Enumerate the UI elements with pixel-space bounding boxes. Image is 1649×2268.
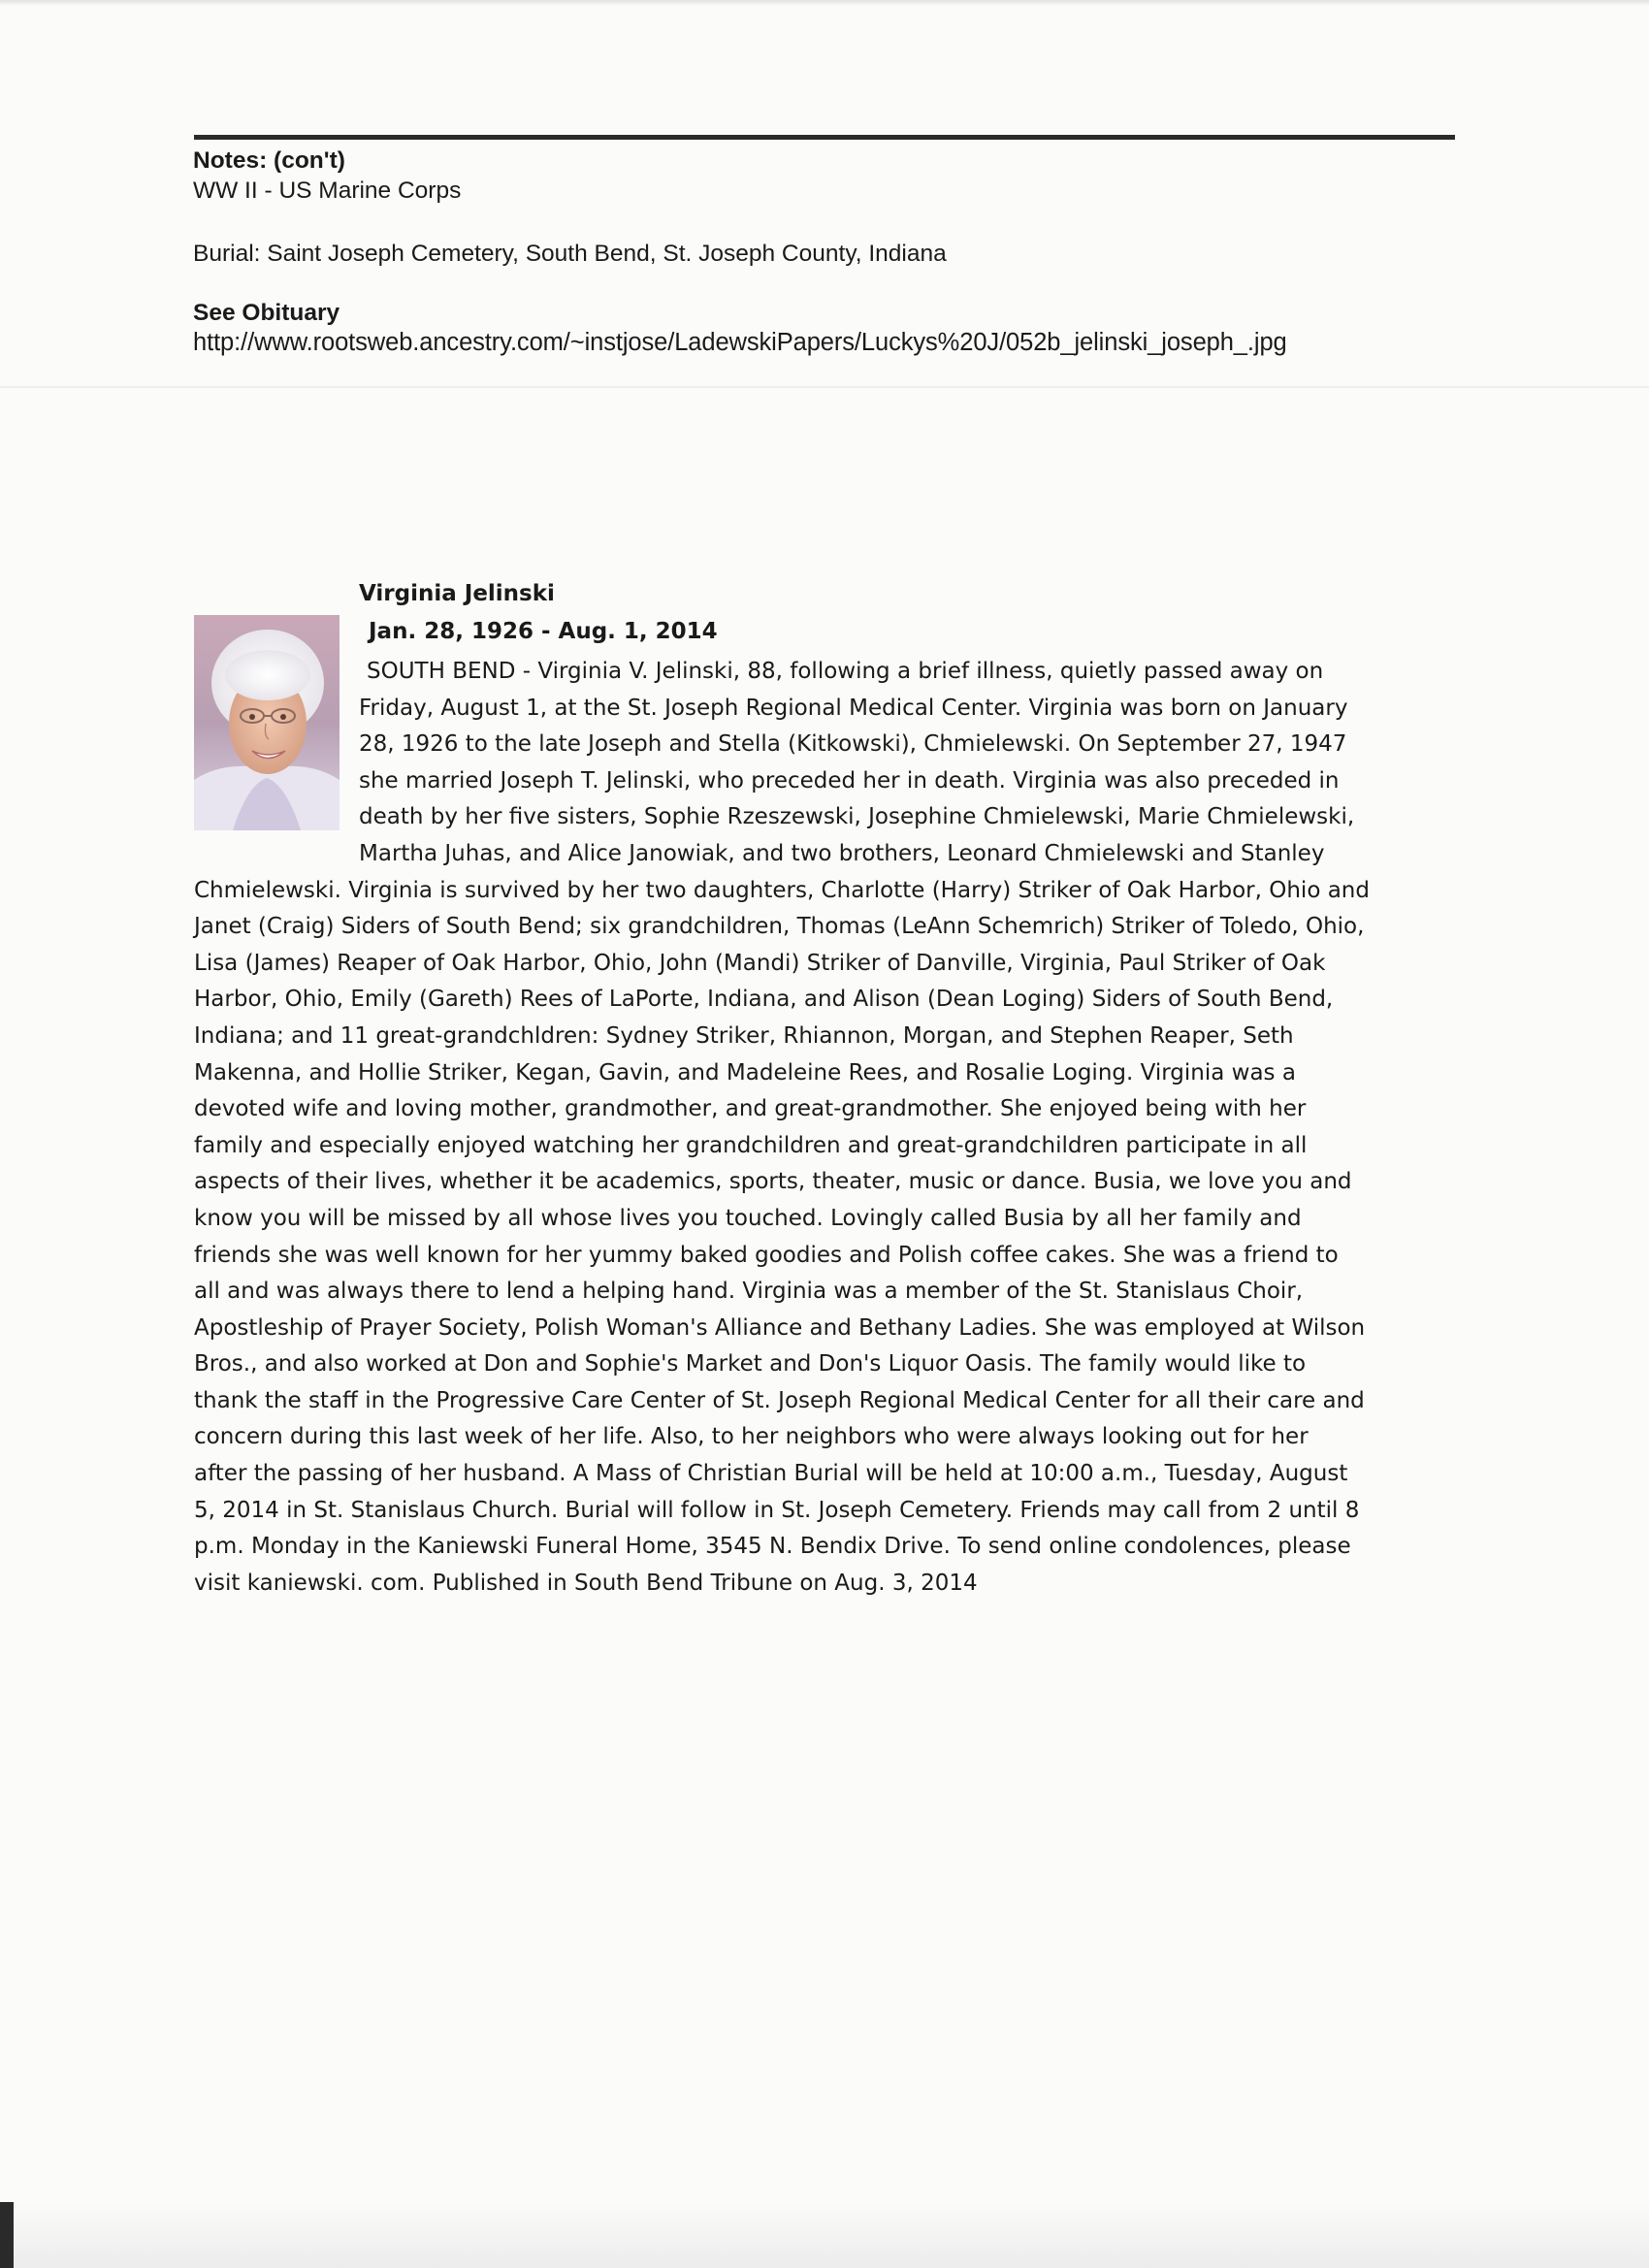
obituary-line: visit kaniewski. com. Published in South Bend Tribune on Aug. 3, 2014 xyxy=(194,1570,978,1596)
obituary-line: Makenna, and Hollie Striker, Kegan, Gavin, and Madeleine Rees, and Rosalie Loging. Virginia was a xyxy=(194,1059,1296,1085)
pasted-page-edge xyxy=(0,386,1649,388)
obituary-line: she married Joseph T. Jelinski, who preceded her in death. Virginia was also preceded in xyxy=(359,767,1340,794)
obituary-line: know you will be missed by all whose lives you touched. Lovingly called Busia by all her family and xyxy=(194,1205,1302,1231)
obituary-line: all and was always there to lend a helping hand. Virginia was a member of the St. Stanislaus Choir, xyxy=(194,1279,1304,1305)
obituary-line: Martha Juhas, and Alice Janowiak, and two brothers, Leonard Chmielewski and Stanley xyxy=(359,840,1325,866)
obituary-line: Apostleship of Prayer Society, Polish Woman's Alliance and Bethany Ladies. She was employed at Wilson xyxy=(194,1314,1366,1341)
obituary-line: 5, 2014 in St. Stanislaus Church. Burial will follow in St. Joseph Cemetery. Friends may call from 2 until 8 xyxy=(194,1497,1360,1523)
military-service: WW II - US Marine Corps xyxy=(193,178,462,204)
obituary-line: death by her five sisters, Sophie Rzeszewski, Josephine Chmielewski, Marie Chmielewski, xyxy=(359,804,1355,830)
obituary-url: http://www.rootsweb.ancestry.com/~instjose/LadewskiPapers/Luckys%20J/052b_jelinski_joseph_.jpg xyxy=(193,329,1287,356)
obituary-line: after the passing of her husband. A Mass of Christian Burial will be held at 10:00 a.m., Tuesday, August xyxy=(194,1461,1348,1487)
burial-info: Burial: Saint Joseph Cemetery, South Bend, St. Joseph County, Indiana xyxy=(193,241,947,267)
obituary-line: p.m. Monday in the Kaniewski Funeral Home, 3545 N. Bendix Drive. To send online condolences, please xyxy=(194,1534,1351,1560)
obituary-line: aspects of their lives, whether it be academics, sports, theater, music or dance. Busia, we love you and xyxy=(194,1169,1352,1195)
obituary-line: Friday, August 1, at the St. Joseph Regional Medical Center. Virginia was born on January xyxy=(359,695,1348,721)
obituary-line: Janet (Craig) Siders of South Bend; six grandchildren, Thomas (LeAnn Schemrich) Striker of Toledo, Ohio, xyxy=(194,914,1365,940)
obituary-line: family and especially enjoyed watching her grandchildren and great-grandchildren participate in all xyxy=(194,1132,1308,1158)
obituary-body xyxy=(194,654,1465,1602)
notes-heading: Notes: (con't) xyxy=(193,147,345,174)
obituary-line: 28, 1926 to the late Joseph and Stella (Kitkowski), Chmielewski. On September 27, 1947 xyxy=(359,731,1347,758)
obituary-line: Harbor, Ohio, Emily (Gareth) Rees of LaPorte, Indiana, and Alison (Dean Loging) Siders of South Bend, xyxy=(194,987,1334,1013)
obituary-line: Chmielewski. Virginia is survived by her two daughters, Charlotte (Harry) Striker of Oak Harbor, Ohio and xyxy=(194,877,1370,903)
obituary-line: concern during this last week of her life. Also, to her neighbors who were always looking out for her xyxy=(194,1424,1309,1450)
obituary-name: Virginia Jelinski xyxy=(359,581,555,606)
section-divider xyxy=(194,135,1455,140)
notes-section xyxy=(193,146,1454,358)
see-obituary-label: See Obituary xyxy=(193,300,340,326)
obituary-line: devoted wife and loving mother, grandmother, and great-grandmother. She enjoyed being with her xyxy=(194,1096,1307,1122)
scan-edge-left xyxy=(0,2202,14,2268)
obituary-line: Lisa (James) Reaper of Oak Harbor, Ohio, John (Mandi) Striker of Danville, Virginia, Paul Striker of Oak xyxy=(194,950,1326,976)
obituary-line: friends she was well known for her yummy baked goodies and Polish coffee cakes. She was a friend to xyxy=(194,1242,1339,1268)
obituary-line: SOUTH BEND - Virginia V. Jelinski, 88, following a brief illness, quietly passed away on xyxy=(367,659,1324,684)
obituary-dates: Jan. 28, 1926 - Aug. 1, 2014 xyxy=(369,619,718,644)
scan-edge-bottom xyxy=(0,2202,1649,2268)
scan-edge-top xyxy=(0,0,1649,6)
obituary-line: Bros., and also worked at Don and Sophie's Market and Don's Liquor Oasis. The family would like to xyxy=(194,1351,1307,1377)
obituary-line: Indiana; and 11 great-grandchldren: Sydney Striker, Rhiannon, Morgan, and Stephen Reaper, Seth xyxy=(194,1022,1294,1049)
obituary-line: thank the staff in the Progressive Care Center of St. Joseph Regional Medical Center for all their care and xyxy=(194,1387,1365,1413)
